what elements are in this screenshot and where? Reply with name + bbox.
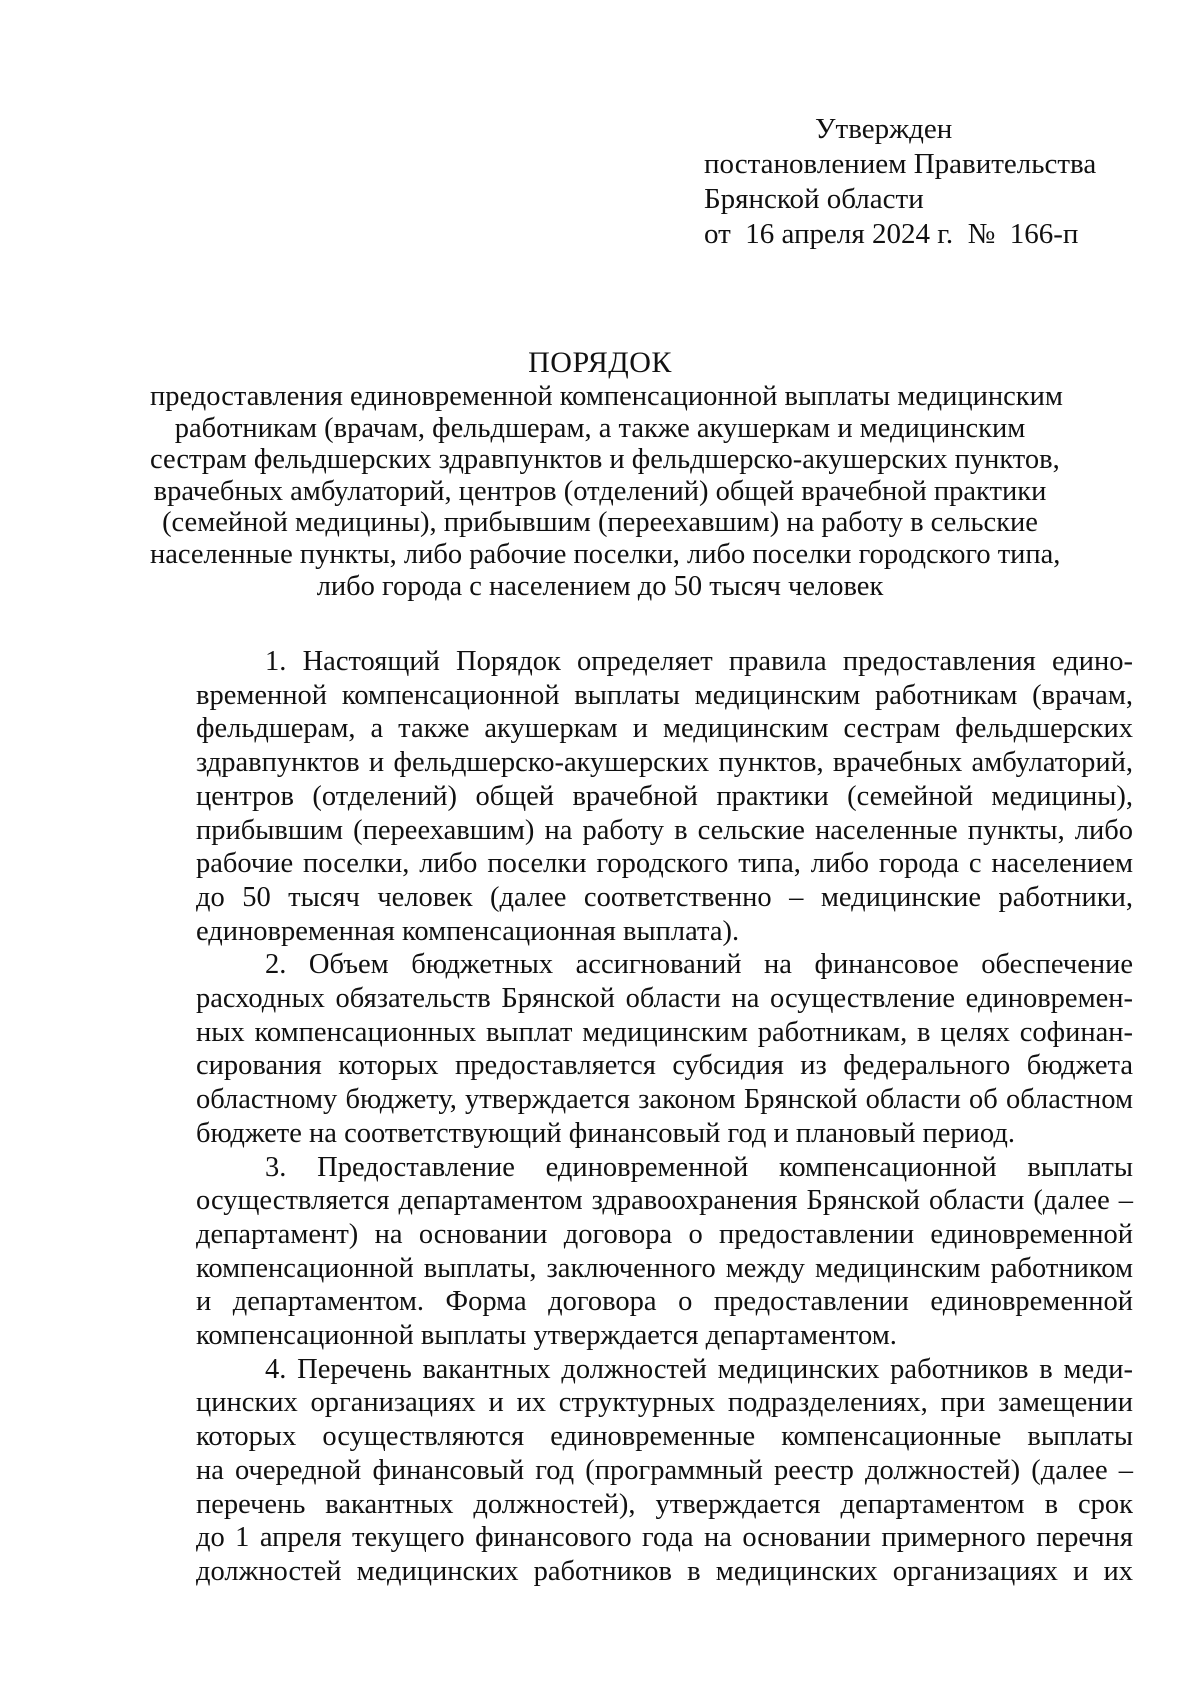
paragraph-line: на очередной финансовый год (программный реестр должностей) (далее – xyxy=(196,1454,1133,1486)
approval-line: постановлением Правительства xyxy=(704,148,1097,180)
paragraph-3 xyxy=(196,1151,1133,1353)
document-subtitle xyxy=(150,381,1063,602)
paragraph-line: бюджете на соответствующий финансовый год и плановый период. xyxy=(196,1117,1015,1149)
paragraph-line: которых осуществляются единовременные компенсационные выплаты xyxy=(196,1421,1133,1453)
paragraph-line: 3. Предоставление единовременной компенсационной выплаты xyxy=(265,1151,1133,1183)
paragraph-line: 4. Перечень вакантных должностей медицинских работников в меди- xyxy=(265,1353,1133,1385)
paragraph-line: здравпунктов и фельдшерско-акушерских пунктов, врачебных амбулаторий, xyxy=(196,747,1133,779)
paragraph-line: 1. Настоящий Порядок определяет правила предоставления едино- xyxy=(265,646,1133,677)
paragraph-line: должностей медицинских работников в медицинских организациях и их xyxy=(196,1555,1133,1587)
paragraph-line: прибывшим (переехавшим) на работу в сельские населенные пункты, либо xyxy=(196,814,1133,846)
paragraph-line: рабочие поселки, либо поселки городского типа, либо города с населением xyxy=(196,848,1133,880)
subtitle-line: работникам (врачам, фельдшерам, а также акушеркам и медицинским xyxy=(174,412,1026,444)
subtitle-line: либо города с населением до 50 тысяч человек xyxy=(316,570,884,602)
paragraph-line: до 1 апреля текущего финансового года на основании примерного перечня xyxy=(196,1522,1133,1554)
paragraph-line: сирования которых предоставляется субсидия из федерального бюджета xyxy=(196,1050,1133,1082)
paragraph-line: департамент) на основании договора о предоставлении единовременной xyxy=(196,1218,1133,1250)
paragraph-line: до 50 тысяч человек (далее соответственно – медицинские работники, xyxy=(196,881,1133,913)
paragraph-line: перечень вакантных должностей), утверждается департаментом в срок xyxy=(196,1488,1133,1520)
paragraph-line: временной компенсационной выплаты медицинским работникам (врачам, xyxy=(196,679,1133,711)
approval-line: Брянской области xyxy=(704,183,924,215)
paragraph-1 xyxy=(196,645,1133,948)
document-title: ПОРЯДОК xyxy=(528,346,672,379)
paragraph-line: цинских организациях и их структурных подразделениях, при замещении xyxy=(196,1387,1133,1419)
paragraph-line: и департаментом. Форма договора о предоставлении единовременной xyxy=(196,1286,1133,1318)
paragraph-line: компенсационной выплаты утверждается департаментом. xyxy=(196,1320,897,1352)
paragraph-line: фельдшерам, а также акушеркам и медицинским сестрам фельдшерских xyxy=(196,713,1133,745)
subtitle-line: предоставления единовременной компенсационной выплаты медицинским xyxy=(150,381,1063,412)
paragraph-line: компенсационной выплаты, заключенного между медицинским работником xyxy=(196,1252,1133,1284)
paragraph-line: расходных обязательств Брянской области на осуществление единовремен- xyxy=(196,983,1133,1015)
paragraph-line: ных компенсационных выплат медицинским работникам, в целях софинан- xyxy=(196,1016,1133,1048)
subtitle-line: врачебных амбулаторий, центров (отделений) общей врачебной практики xyxy=(153,475,1047,507)
subtitle-line: сестрам фельдшерских здравпунктов и фельдшерско-акушерских пунктов, xyxy=(150,444,1060,476)
paragraph-4 xyxy=(196,1353,1133,1589)
document-body xyxy=(196,645,1133,1589)
paragraph-line: единовременная компенсационная выплата). xyxy=(196,915,740,947)
subtitle-line: (семейной медицины), прибывшим (переехавшим) на работу в сельские xyxy=(162,507,1038,539)
subtitle-line: населенные пункты, либо рабочие поселки, либо поселки городского типа, xyxy=(150,538,1061,570)
approval-stamp-block xyxy=(704,112,1096,252)
approval-date-number: от 16 апреля 2024 г. № 166-п xyxy=(704,218,1079,250)
approval-line: Утвержден xyxy=(815,113,953,145)
paragraph-2 xyxy=(196,948,1133,1150)
paragraph-line: областному бюджету, утверждается законом Брянской области об областном xyxy=(196,1084,1133,1116)
paragraph-line: осуществляется департаментом здравоохранения Брянской области (далее – xyxy=(196,1185,1133,1217)
paragraph-line: центров (отделений) общей врачебной практики (семейной медицины), xyxy=(196,780,1133,812)
paragraph-line: 2. Объем бюджетных ассигнований на финансовое обеспечение xyxy=(265,949,1133,981)
